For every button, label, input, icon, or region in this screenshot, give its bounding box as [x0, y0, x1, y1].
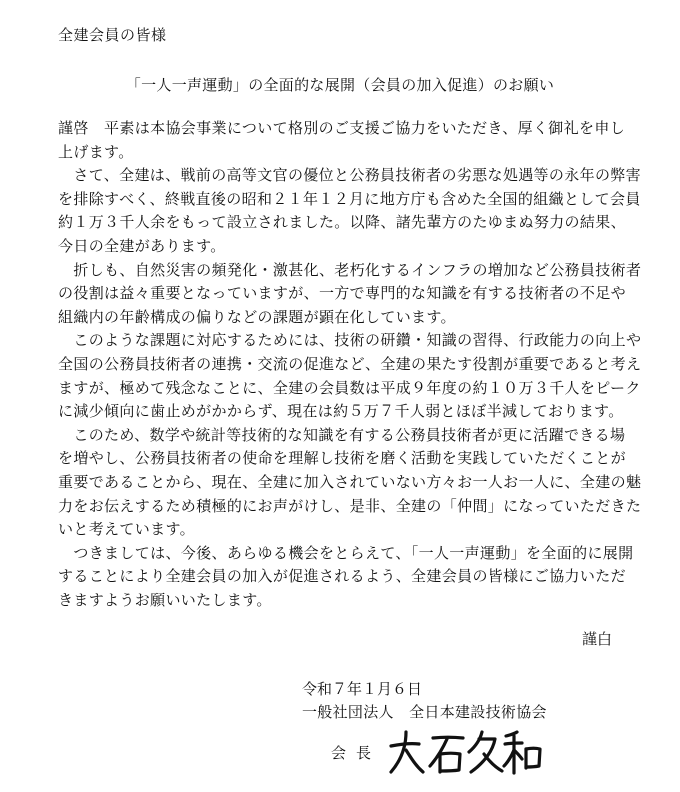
body-line: を排除すべく、終戦直後の昭和２１年１２月に地方庁も含めた全国的組織として会員	[58, 189, 641, 208]
body-line: 今日の全建があります。	[58, 236, 226, 255]
closing-word: 謹白	[582, 630, 613, 648]
body-line: 上げます。	[58, 142, 134, 161]
body-line: 折しも、自然災害の頻発化・激甚化、老朽化するインフラの増加など公務員技術者	[58, 260, 642, 279]
body-line: ますが、極めて残念なことに、全建の会員数は平成９年度の約１０万３千人をピーク	[58, 378, 641, 397]
letter-title: 「一人一声運動」の全面的な展開（会員の加入促進）のお願い	[125, 76, 555, 94]
letter-date: 令和７年１月６日	[302, 680, 423, 698]
body-line: 組織内の年齢構成の偏りなどの課題が顕在化しています。	[58, 307, 456, 326]
body-line: 全国の公務員技術者の連携・交流の促進など、全建の果たす役割が重要であると考え	[58, 354, 642, 373]
body-line: 約１万３千人余をもって設立されました。以降、諸先輩方のたゆまぬ努力の結果、	[58, 213, 626, 232]
handwritten-signature	[385, 726, 545, 778]
body-line: 力をお伝えするため積極的にお声がけし、是非、全建の「仲間」になっていただきた	[58, 496, 642, 515]
body-line: 謹啓 平素は本協会事業について格別のご支援ご協力をいただき、厚く御礼を申し	[58, 119, 626, 137]
body-line: いと考えています。	[58, 520, 195, 539]
body-line: を増やし、公務員技術者の使命を理解し技術を磨く活動を実践していただくことが	[58, 449, 626, 468]
body-line: このため、数学や統計等技術的な知識を有する公務員技術者が更に活躍できる場	[58, 425, 626, 444]
body-line: することにより全建会員の加入が促進されるよう、全建会員の皆様にご協力いただ	[58, 567, 626, 586]
organization-name: 一般社団法人 全日本建設技術協会	[302, 703, 547, 721]
body-line: の役割は益々重要となっていますが、一方で専門的な知識を有する技術者の不足や	[58, 284, 626, 303]
body-line: に減少傾向に歯止めがかからず、現在は約５万７千人弱とほぼ半減しております。	[58, 402, 624, 421]
body-line: きますようお願いいたします。	[58, 590, 272, 609]
body-line: さて、全建は、戦前の高等文官の優位と公務員技術者の劣悪な処遇等の永年の弊害	[58, 166, 642, 185]
body-line: つきましては、今後、あらゆる機会をとらえて、「一人一声運動」を全面的に展開	[58, 543, 634, 562]
body-line: 重要であることから、現在、全建に加入されていない方々お一人お一人に、全建の魅	[58, 472, 642, 491]
addressee: 全建会員の皆様	[58, 26, 167, 44]
letter-body	[58, 117, 642, 612]
signer-role: 会長	[331, 744, 382, 762]
body-line: このような課題に対応するためには、技術の研鑽・知識の習得、行政能力の向上や	[58, 331, 642, 350]
